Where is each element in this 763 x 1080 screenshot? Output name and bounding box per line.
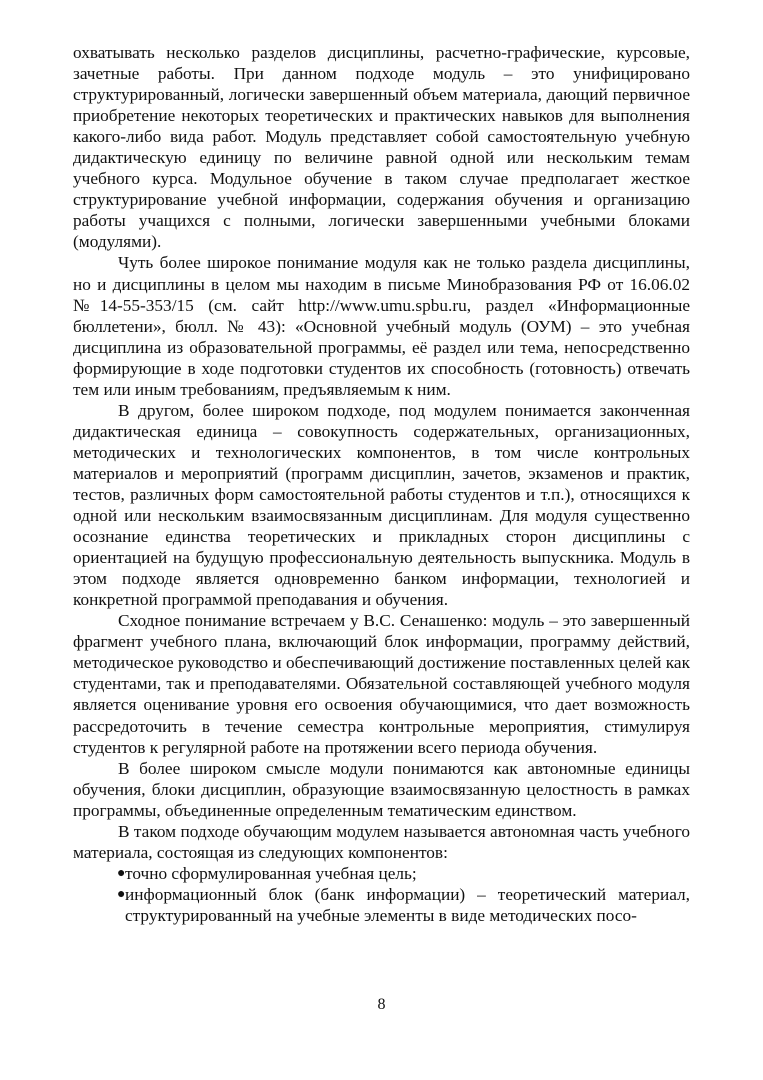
components-list — [73, 863, 690, 926]
page-body — [73, 42, 690, 926]
paragraph-oum-definition: Чуть более широкое понимание модуля как не только раздела дисциплины, но и дисциплины в целом мы находим в письме Минобразования РФ от 16.06.02 №14-55-353/15 (см. сайт http://www.umu.spbu.ru, раздел «Информационные бюллетени», бюлл. № 43): «Основной учебный модуль (ОУМ) – это учебная дисциплина из образовательной программы, её раздел или тема, непосредственно формирующие в ходе подготовки студентов их способность (готовность) отвечать тем или иным требованиям, предъявляемым к ним. — [73, 253, 690, 399]
list-item — [73, 884, 690, 926]
paragraph-continuation: охватывать несколько разделов дисциплины, расчетно-графические, курсовые, зачетные работы. При данном подходе модуль – это унифицировано структурированный, логически завершенный объем материала, дающий первичное приобретение некоторых теоретических и практических навыков для выполнения какого-либо вида работ. Модуль представляет собой самостоятельную учебную дидактическую единицу по величине равной одной или нескольким темам учебного курса. Модульное обучение в таком случае предполагает жесткое структурирование учебной информации, содержания обучения и организацию работы учащихся с полными, логически завершенными учебными блоками (модулями). — [73, 43, 690, 252]
list-item — [73, 863, 690, 884]
paragraph-didactic-unit: В другом, более широком подходе, под модулем понимается законченная дидактическая единица – совокупность содержательных, организационных, методических и технологических компонентов, в том числе контрольных материалов и мероприятий (программ дисциплин, зачетов, экзаменов и практик, тестов, различных форм самостоятельной работы студентов и т.п.), относящихся к одной или нескольким взаимосвязанным дисциплинам. Для модуля существенно осознание единства теоретических и прикладных сторон дисциплины с ориентацией на будущую профессиональную деятельность выпускника. Модуль в этом подходе является одновременно банком информации, технологией и конкретной программой преподавания и обучения. — [73, 400, 690, 610]
list-item-text: точно сформулированная учебная цель; — [125, 863, 417, 883]
list-item-text: информационный блок (банк информации) – теоретический материал, структурированный на учебные элементы в виде методических посо- — [125, 884, 690, 925]
paragraph-broader-sense: В более широком смысле модули понимаются как автономные единицы обучения, блоки дисциплин, образующие взаимосвязанную целостность в рамках программы, объединенные определенным тематическим единством. — [73, 758, 690, 820]
paragraph-senashenko: Сходное понимание встречаем у В.С. Сенашенко: модуль – это завершенный фрагмент учебного плана, включающий блок информации, программу действий, методическое руководство и обеспечивающий достижение поставленных целей как студентами, так и преподавателями. Обязательной составляющей учебного модуля является оценивание уровня его освоения обучающимися, что дает возможность рассредоточить в течение семестра контрольные мероприятия, стимулируя студентов к регулярной работе на протяжении всего периода обучения. — [73, 611, 690, 757]
paragraph-module-components: В таком подходе обучающим модулем называется автономная часть учебного материала, состоящая из следующих компонентов: — [73, 821, 690, 862]
bullet-icon: ● — [117, 886, 126, 902]
page-number: 8 — [377, 996, 386, 1013]
bullet-icon: ● — [117, 865, 126, 881]
